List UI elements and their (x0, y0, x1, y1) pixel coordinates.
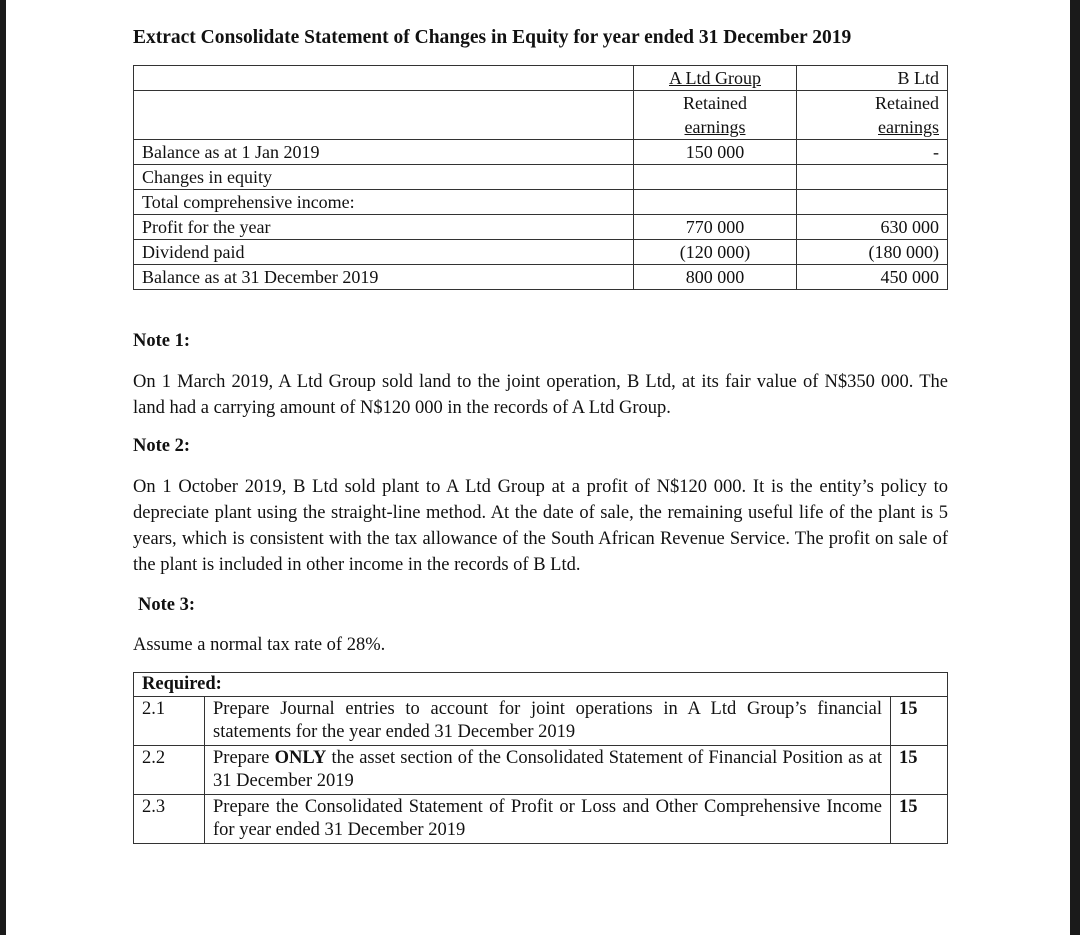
table-row (134, 165, 948, 190)
table-row (134, 240, 948, 265)
table-row (134, 190, 948, 215)
header-b-ltd: B Ltd (797, 66, 948, 91)
row-value-a (634, 190, 797, 215)
required-item-marks: 15 (891, 697, 948, 746)
row-value-a: 800 000 (634, 265, 797, 290)
table-row (134, 140, 948, 165)
row-value-b: (180 000) (797, 240, 948, 265)
required-item-text: Prepare the Consolidated Statement of Profit or Loss and Other Comprehensive Income for year ended 31 December 2019 (205, 795, 891, 844)
row-value-a: 150 000 (634, 140, 797, 165)
subheader-blank-cell (134, 91, 634, 140)
row-value-b (797, 165, 948, 190)
row-label: Balance as at 1 Jan 2019 (134, 140, 634, 165)
note-2-heading: Note 2: (133, 436, 191, 456)
note-2-text: On 1 October 2019, B Ltd sold plant to A Ltd Group at a profit of N$120 000. It is the entity’s policy to depreciate plant using the straight-line method. At the date of sale, the remaining useful life of the plant is 5 years, which is consistent with the tax allowance of the South African Revenue Service. The profit on sale of the plant is included in other income in the records of B Ltd. (133, 477, 948, 575)
row-label: Total comprehensive income: (134, 190, 634, 215)
required-item-number: 2.1 (134, 697, 205, 746)
required-item-text: Prepare ONLY the asset section of the Consolidated Statement of Financial Position as at 31 December 2019 (205, 746, 891, 795)
note-3-text: Assume a normal tax rate of 28%. (133, 635, 386, 655)
required-table (133, 672, 948, 844)
required-heading-row (134, 673, 948, 697)
row-value-b: 630 000 (797, 215, 948, 240)
table-subheader-row (134, 91, 948, 140)
left-edge-shadow (0, 0, 6, 935)
row-label: Changes in equity (134, 165, 634, 190)
row-label: Balance as at 31 December 2019 (134, 265, 634, 290)
header-a-ltd: A Ltd Group (634, 66, 797, 91)
row-value-b (797, 190, 948, 215)
note-1-heading: Note 1: (133, 331, 191, 351)
row-value-a (634, 165, 797, 190)
document-title: Extract Consolidate Statement of Changes in Equity for year ended 31 December 2019 (133, 27, 852, 48)
row-value-a: (120 000) (634, 240, 797, 265)
required-item (134, 746, 948, 795)
row-value-b: 450 000 (797, 265, 948, 290)
required-item (134, 697, 948, 746)
right-edge-shadow (1070, 0, 1080, 935)
required-item-number: 2.3 (134, 795, 205, 844)
required-heading: Required: (134, 673, 948, 697)
row-value-a: 770 000 (634, 215, 797, 240)
row-value-b: - (797, 140, 948, 165)
table-row (134, 215, 948, 240)
required-item-marks: 15 (891, 795, 948, 844)
row-label: Profit for the year (134, 215, 634, 240)
subheader-b-retained-earnings: Retained earnings (797, 91, 948, 140)
note-1-text: On 1 March 2019, A Ltd Group sold land to the joint operation, B Ltd, at its fair value of N$350 000. The land had a carrying amount of N$120 000 in the records of A Ltd Group. (133, 372, 948, 418)
required-item-number: 2.2 (134, 746, 205, 795)
required-item (134, 795, 948, 844)
table-header-row (134, 66, 948, 91)
required-item-marks: 15 (891, 746, 948, 795)
table-row (134, 265, 948, 290)
header-blank-cell (134, 66, 634, 91)
row-label: Dividend paid (134, 240, 634, 265)
note-3-heading: Note 3: (138, 595, 196, 615)
equity-table (133, 65, 948, 290)
required-item-text: Prepare Journal entries to account for joint operations in A Ltd Group’s financial statements for the year ended 31 December 2019 (205, 697, 891, 746)
subheader-a-retained-earnings: Retained earnings (634, 91, 797, 140)
